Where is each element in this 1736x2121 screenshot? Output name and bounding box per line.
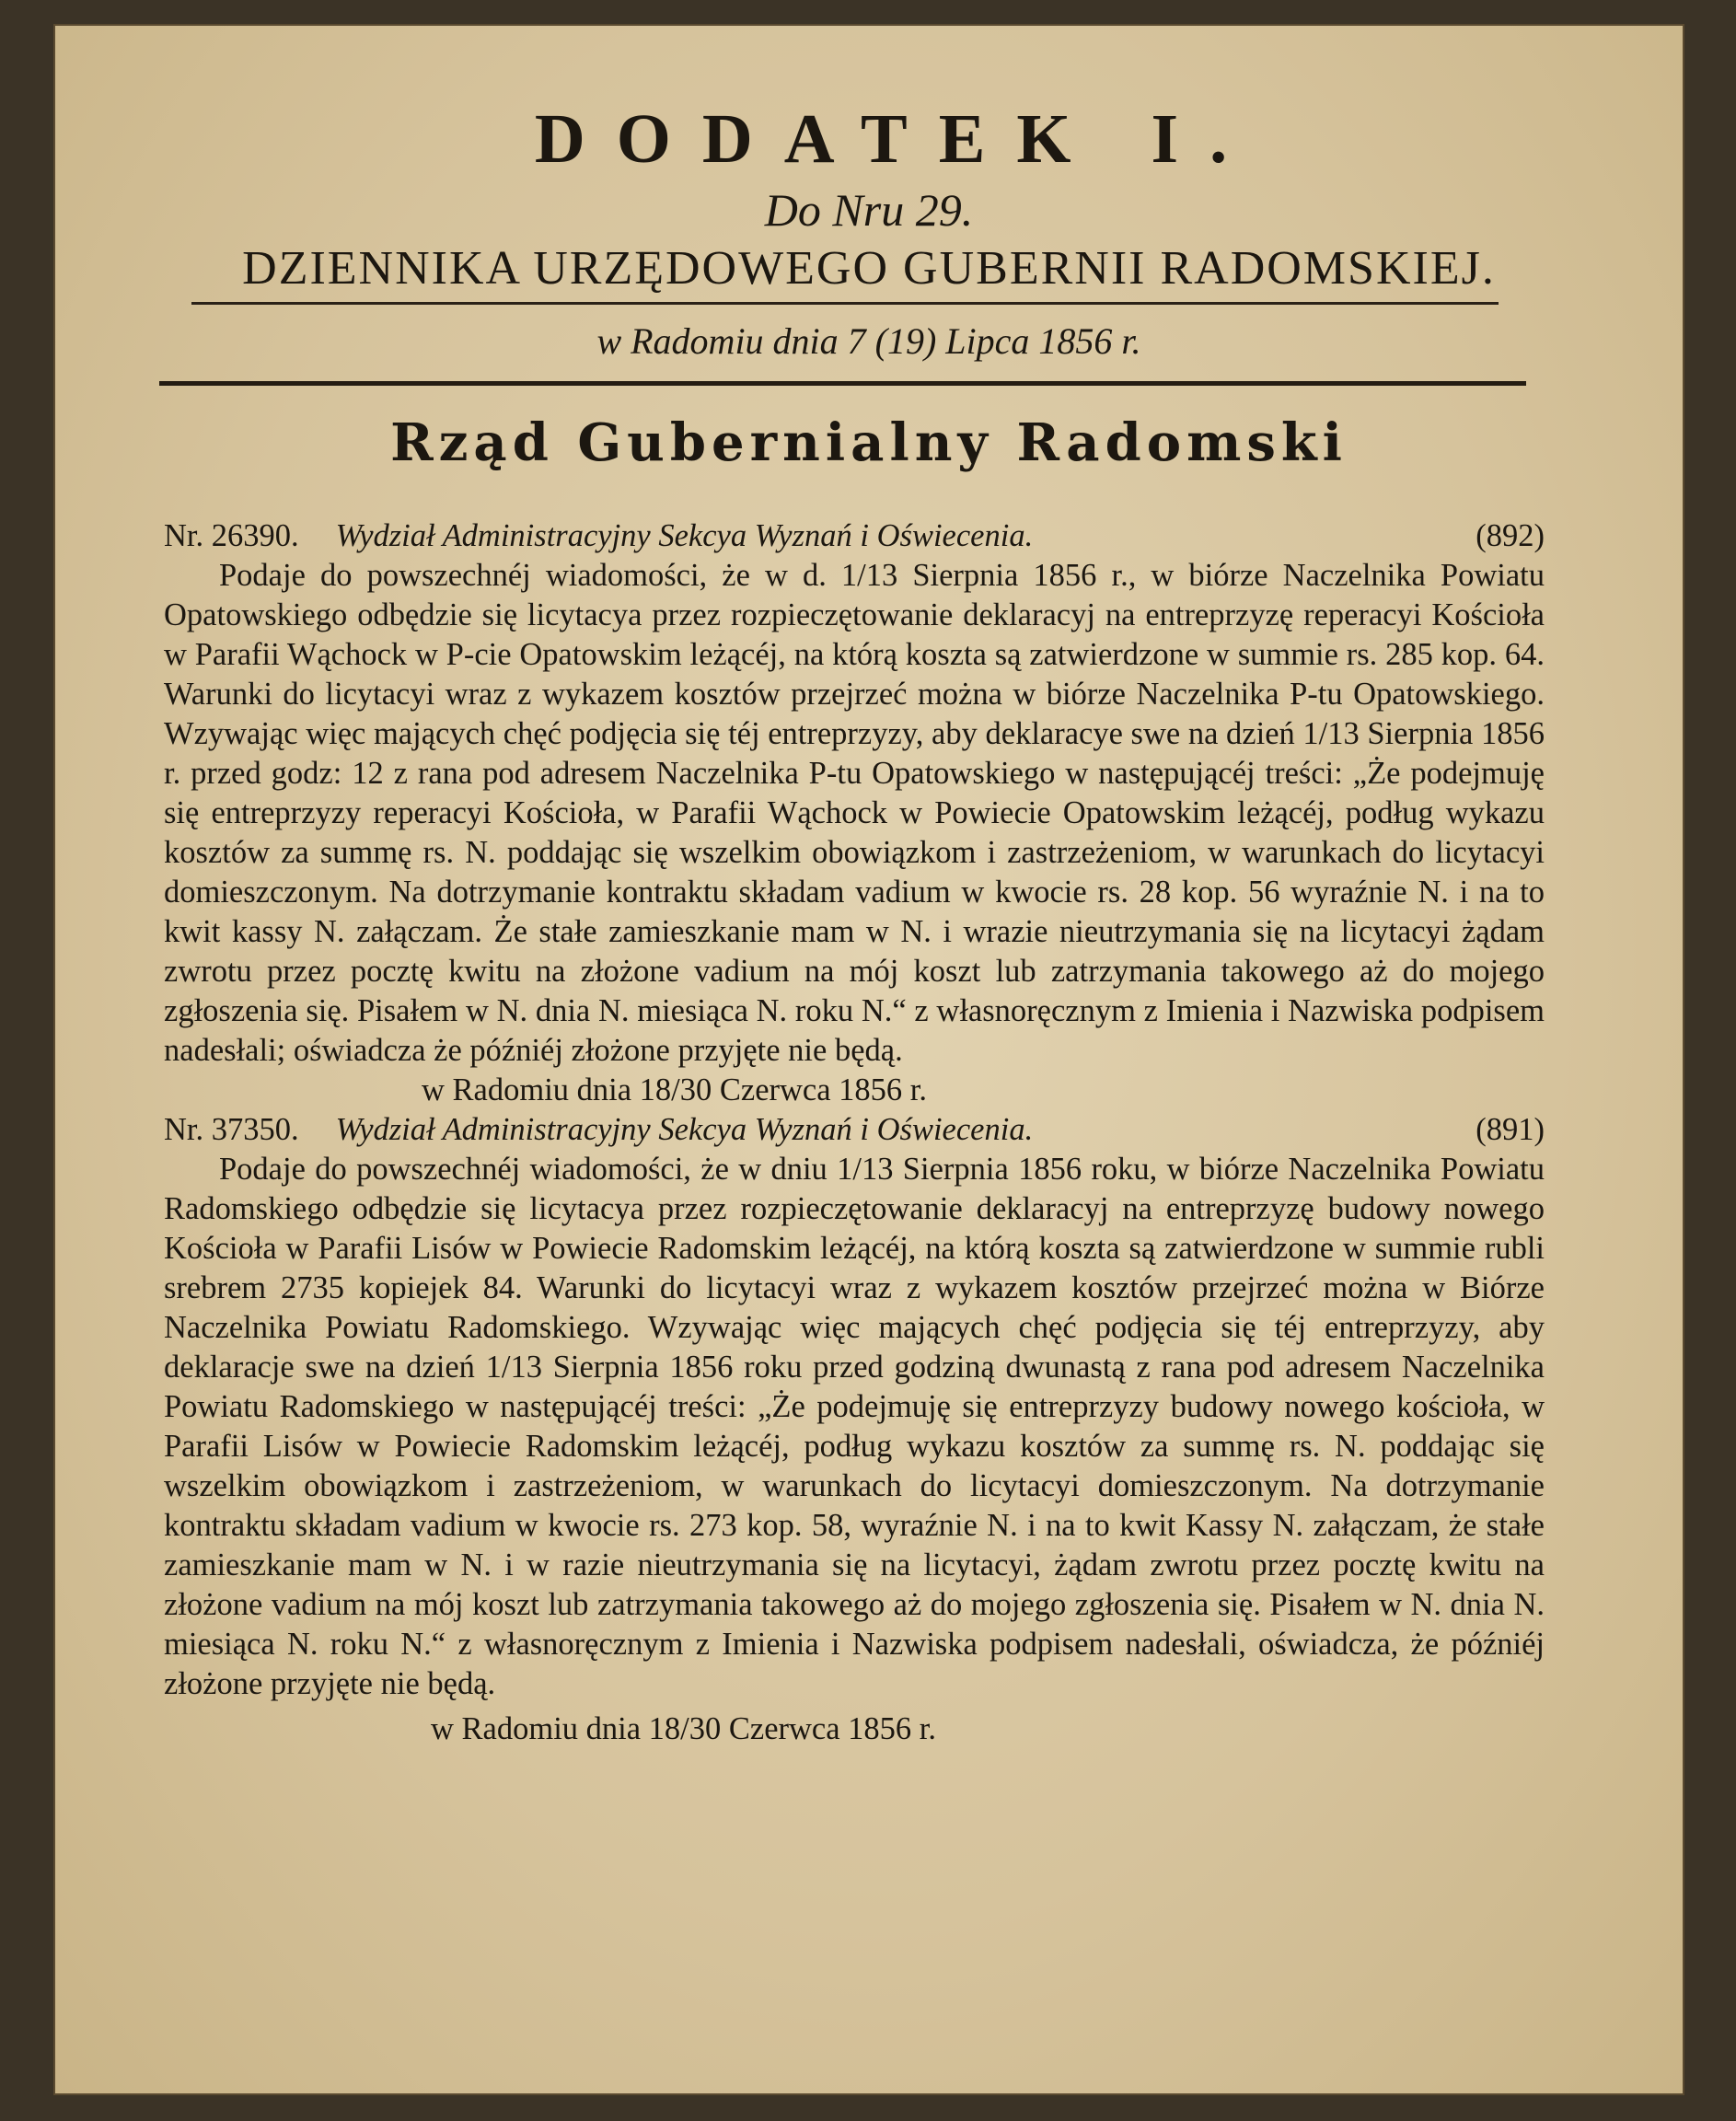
notice-signature: w Radomiu dnia 18/30 Czerwca 1856 r. [422, 1072, 928, 1107]
notice [164, 1110, 1545, 1749]
notice-reference: (891) [1476, 1112, 1545, 1147]
notice-header [164, 1110, 1545, 1150]
notices-body [164, 516, 1545, 1749]
notice-department: Wydział Administracyjny Sekcya Wyznań i Oświecenia. [335, 1112, 1034, 1147]
document-page [53, 24, 1684, 2095]
notice-reference: (892) [1476, 518, 1545, 553]
notice-text: Podaje do powszechnéj wiadomości, że w d. 1/13 Sierpnia 1856 r., w biórze Naczelnika Powiatu Opatowskiego odbędzie się licytacya przez rozpieczętowanie deklaracyj na entreprzyzę reperacyi Kościoła w Parafii Wąchock w P-cie Opatowskim leżącéj, na którą koszta są zatwierdzone w summie rs. 285 kop. 64. Warunki do licytacyi wraz z wykazem kosztów przejrzeć można w biórze Naczelnika P-tu Opatowskiego. Wzywając więc mających chęć podjęcia się téj entreprzyzy, aby deklaracye swe na dzień 1/13 Sierpnia 1856 r. przed godz: 12 z rana pod adresem Naczelnika P-tu Opatowskiego w następującéj treści: „Że podejmuję się entreprzyzy reperacyi Kościoła, w Parafii Wąchock w Powiecie Opatowskim leżącéj, podług wykazu kosztów za summę rs. N. poddając się wszelkim obowiązkom i zastrzeżeniom, w warunkach do licytacyi domieszczonym. Na dotrzymanie kontraktu składam vadium w kwocie rs. 28 kop. 56 wyraźnie N. i na to kwit kassy N. załączam. Że stałe zamieszkanie mam w N. i wrazie nieutrzymania się na licytacyi żądam zwrotu przez pocztę kwitu na złożone vadium na mój koszt lub zatrzymania takowego aż do mojego zgłoszenia się. Pisałem w N. dnia N. miesiąca N. roku N.“ z własnoręcznym z Imienia i Nazwiska podpisem nadesłali; oświadcza że późniéj złożone przyjęte nie będą. [164, 558, 1545, 1068]
document-header [53, 98, 1684, 298]
journal-name: DZIENNIKA URZĘDOWEGO GUBERNII RADOMSKIEJ. [242, 242, 1496, 295]
notice-department: Wydział Administracyjny Sekcya Wyznań i Oświecenia. [335, 518, 1034, 553]
notice-signature: w Radomiu dnia 18/30 Czerwca 1856 r. [431, 1711, 937, 1746]
divider-thick [159, 381, 1526, 386]
issue-number: Do Nru 29. [764, 184, 974, 236]
notice-number: Nr. 26390. [164, 518, 299, 553]
notice-header [164, 516, 1545, 556]
notice-number: Nr. 37350. [164, 1112, 299, 1147]
notice [164, 516, 1545, 1110]
publication-dateline: w Radomiu dnia 7 (19) Lipca 1856 r. [596, 320, 1141, 362]
section-heading: Rząd Gubernialny Radomski [390, 412, 1348, 473]
document-title: DODATEK I. [534, 100, 1259, 178]
divider-thin [191, 302, 1499, 305]
notice-text: Podaje do powszechnéj wiadomości, że w dniu 1/13 Sierpnia 1856 roku, w biórze Naczelnika Powiatu Radomskiego odbędzie się licytacya przez rozpieczętowanie deklaracyj na entreprzyzę budowy nowego Kościoła w Parafii Lisów w Powiecie Radomskim leżącéj, na którą koszta są zatwierdzone w summie rubli srebrem 2735 kopiejek 84. Warunki do licytacyi wraz z wykazem kosztów przejrzeć można w Biórze Naczelnika Powiatu Radomskiego. Wzywając więc mających chęć podjęcia się téj entreprzyzy, aby deklaracje swe na dzień 1/13 Sierpnia 1856 roku przed godziną dwunastą z rana pod adresem Naczelnika Powiatu Radomskiego w następującéj treści: „Że podejmuję się entreprzyzy budowy nowego kościoła, w Parafii Lisów w Powiecie Radomskim leżącéj, podług wykazu kosztów za summę rs. N. poddając się wszelkim obowiązkom i zastrzeżeniom, w warunkach do licytacyi domieszczonym. Na dotrzymanie kontraktu składam vadium w kwocie rs. 273 kop. 58, wyraźnie N. i na to kwit Kassy N. załączam, że stałe zamieszkanie mam w N. i w razie nieutrzymania się na licytacyi, żądam zwrotu przez pocztę kwitu na złożone vadium na mój koszt lub zatrzymania takowego aż do mojego zgłoszenia się. Pisałem w N. dnia N. miesiąca N. roku N.“ z własnoręcznym z Imienia i Nazwiska podpisem nadesłali, oświadcza, że późniéj złożone przyjęte nie będą. [164, 1152, 1545, 1701]
